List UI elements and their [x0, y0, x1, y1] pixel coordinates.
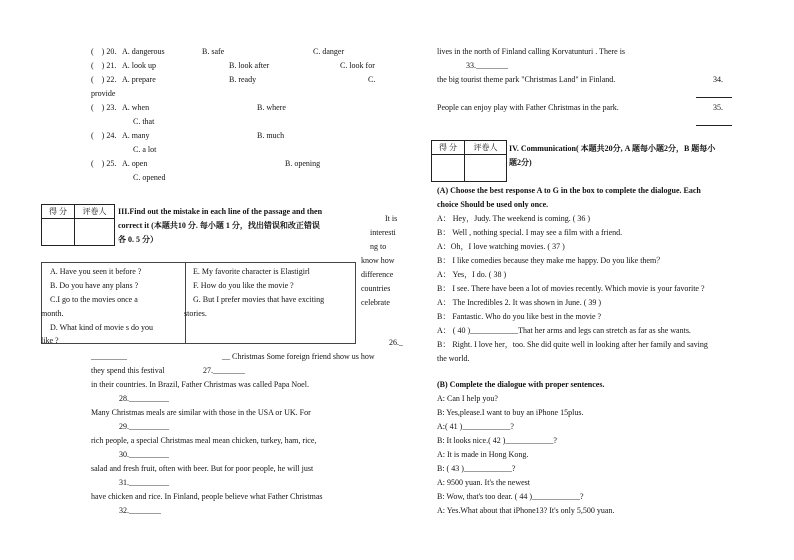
grader-label: 评卷人 [465, 141, 506, 155]
option-e: E. My favorite character is Elastigirl [193, 267, 310, 276]
dialogue-line: the world. [437, 354, 470, 363]
dialogue-line: A: It is made in Hong Kong. [437, 450, 529, 459]
score-box-section-3 [41, 204, 115, 246]
q20-option-b: B. safe [202, 47, 225, 56]
option-f: F. How do you like the movie ? [193, 281, 294, 290]
side-line: ng to [370, 242, 387, 251]
section-3-title-line2: correct it (本题共10 分. 每小题 1 分，找出错误和改正错误 [118, 221, 320, 230]
q21-option-b: B. look after [229, 61, 270, 70]
blank-35-line [696, 125, 732, 126]
q21-number: ( ) 21. [91, 61, 117, 70]
q24-option-a: A. many [122, 131, 150, 140]
passage-line: in their countries. In Brazil, Father Christmas was called Papa Noel. [91, 380, 309, 389]
blank-32: 32.________ [119, 506, 161, 515]
dialogue-line: B： I see. There have been a lot of movies recently. Which movie is your favorite ? [437, 284, 705, 293]
dialogue-line: A: Can I help you? [437, 394, 498, 403]
dialogue-line: A:( 41 )____________? [437, 422, 514, 431]
dialogue-line: B： I like comedies because they make me happy. Do you like them？ [437, 256, 665, 265]
blank-33: 33.________ [466, 61, 508, 70]
score-label: 得 分 [432, 141, 465, 155]
score-label: 得 分 [42, 205, 75, 219]
option-g-cont: stories. [184, 309, 207, 318]
option-b: B. Do you have any plans ? [50, 281, 139, 290]
dialogue-line: B: ( 43 )____________? [437, 464, 516, 473]
score-cell [42, 219, 75, 245]
q22-number: ( ) 22. [91, 75, 117, 84]
blank-35-number: 35. [713, 103, 723, 112]
passage-line: salad and fresh fruit, often with beer. But for poor people, he will just [91, 464, 314, 473]
passage-line: _________ [91, 352, 127, 361]
dialogue-line: B： Well , nothing special. I may see a film with a friend. [437, 228, 623, 237]
q25-number: ( ) 25. [91, 159, 117, 168]
q24-option-b: B. much [257, 131, 285, 140]
passage-line: have chicken and rice. In Finland, people believe what Father Christmas [91, 492, 323, 501]
dialogue-line: B： Fantastic. Who do you like best in the movie ? [437, 312, 602, 321]
q21-option-a: A. look up [122, 61, 156, 70]
blank-29: 29.__________ [119, 422, 169, 431]
q22-option-c-text: provide [91, 89, 116, 98]
passage-line: they spend this festival [91, 366, 165, 375]
q21-option-c: C. look for [340, 61, 375, 70]
q20-number: ( ) 20. [91, 47, 117, 56]
blank-26: 26._ [389, 338, 403, 347]
q22-option-a: A. prepare [122, 75, 156, 84]
section-4-title-line1: IV. Communication( 本题共20分, A 题每小题2分，B 题每小 [509, 144, 716, 153]
blank-28: 28.__________ [119, 394, 169, 403]
side-line: difference [361, 270, 394, 279]
passage-line: rich people, a special Christmas meal mean chicken, turkey, ham, rice, [91, 436, 317, 445]
dialogue-line: A：Oh，I love watching movies. ( 37 ) [437, 242, 565, 251]
option-c-cont: month. [41, 309, 64, 318]
dialogue-line: A: Yes.What about that iPhone13? It's only 5,500 yuan. [437, 506, 615, 515]
score-box-section-4 [431, 140, 507, 182]
blank-34-line [696, 97, 732, 98]
dialogue-line: B: Yes,please.I want to buy an iPhone 15plus. [437, 408, 584, 417]
passage-line: __ Christmas Some foreign friend show us how [222, 352, 375, 361]
dialogue-line: B: Wow, that's too dear. ( 44 )____________? [437, 492, 584, 501]
dialogue-line: A： Hey，Judy. The weekend is coming. ( 36 ) [437, 214, 591, 223]
option-a: A. Have you seen it before ? [50, 267, 142, 276]
option-d: D. What kind of movie s do you [50, 323, 153, 332]
part-a-title-line2: choice Should be used only once. [437, 200, 549, 209]
passage-line: the big tourist theme park "Christmas Land" in Finland. [437, 75, 616, 84]
score-cell [432, 155, 465, 181]
section-4-title-line2: 题2分) [509, 158, 532, 167]
part-a-title-line1: (A) Choose the best response A to G in the box to complete the dialogue. Each [437, 186, 701, 195]
dialogue-line: A： ( 40 )____________That her arms and legs can stretch as far as she wants. [437, 326, 691, 335]
side-line: interesti [370, 228, 396, 237]
passage-line: People can enjoy play with Father Christmas in the park. [437, 103, 619, 112]
side-line: celebrate [361, 298, 390, 307]
grader-label: 评卷人 [75, 205, 114, 219]
blank-34-number: 34. [713, 75, 723, 84]
blank-31: 31.__________ [119, 478, 169, 487]
option-c: C.I go to the movies once a [50, 295, 138, 304]
q24-option-c: C. a lot [133, 145, 157, 154]
dialogue-line: B: It looks nice.( 42 )____________? [437, 436, 557, 445]
q22-option-b: B. ready [229, 75, 257, 84]
option-d-cont: like ? [41, 336, 59, 345]
blank-27: 27.________ [203, 366, 245, 375]
dialogue-line: A： The Incredibles 2. It was shown in June. ( 39 ) [437, 298, 602, 307]
side-line: countries [361, 284, 391, 293]
q23-option-a: A. when [122, 103, 150, 112]
blank-30: 30.__________ [119, 450, 169, 459]
q25-option-c: C. opened [133, 173, 166, 182]
q25-option-b: B. opening [285, 159, 321, 168]
section-3-title-line1: III.Find out the mistake in each line of the passage and then [118, 207, 323, 216]
q25-option-a: A. open [122, 159, 148, 168]
passage-line: Many Christmas meals are similar with those in the USA or UK. For [91, 408, 311, 417]
side-line: know how [361, 256, 395, 265]
q20-option-c: C. danger [313, 47, 345, 56]
option-g: G. But I prefer movies that have exciting [193, 295, 325, 304]
dialogue-line: A： Yes，I do. ( 38 ) [437, 270, 507, 279]
dialogue-line: B： Right. I love her，too. She did quite well in looking after her family and saving [437, 340, 708, 349]
passage-line: lives in the north of Finland calling Korvatunturi . There is [437, 47, 626, 56]
side-line: It is [385, 214, 398, 223]
q20-option-a: A. dangerous [122, 47, 165, 56]
part-b-title: (B) Complete the dialogue with proper sentences. [437, 380, 605, 389]
section-3-title-line3: 各 0. 5 分） [118, 235, 158, 244]
q23-option-b: B. where [257, 103, 286, 112]
q23-number: ( ) 23. [91, 103, 117, 112]
q24-number: ( ) 24. [91, 131, 117, 140]
q23-option-c: C. that [133, 117, 155, 126]
q22-option-c: C. [368, 75, 376, 84]
dialogue-line: A: 9500 yuan. It's the newest [437, 478, 530, 487]
